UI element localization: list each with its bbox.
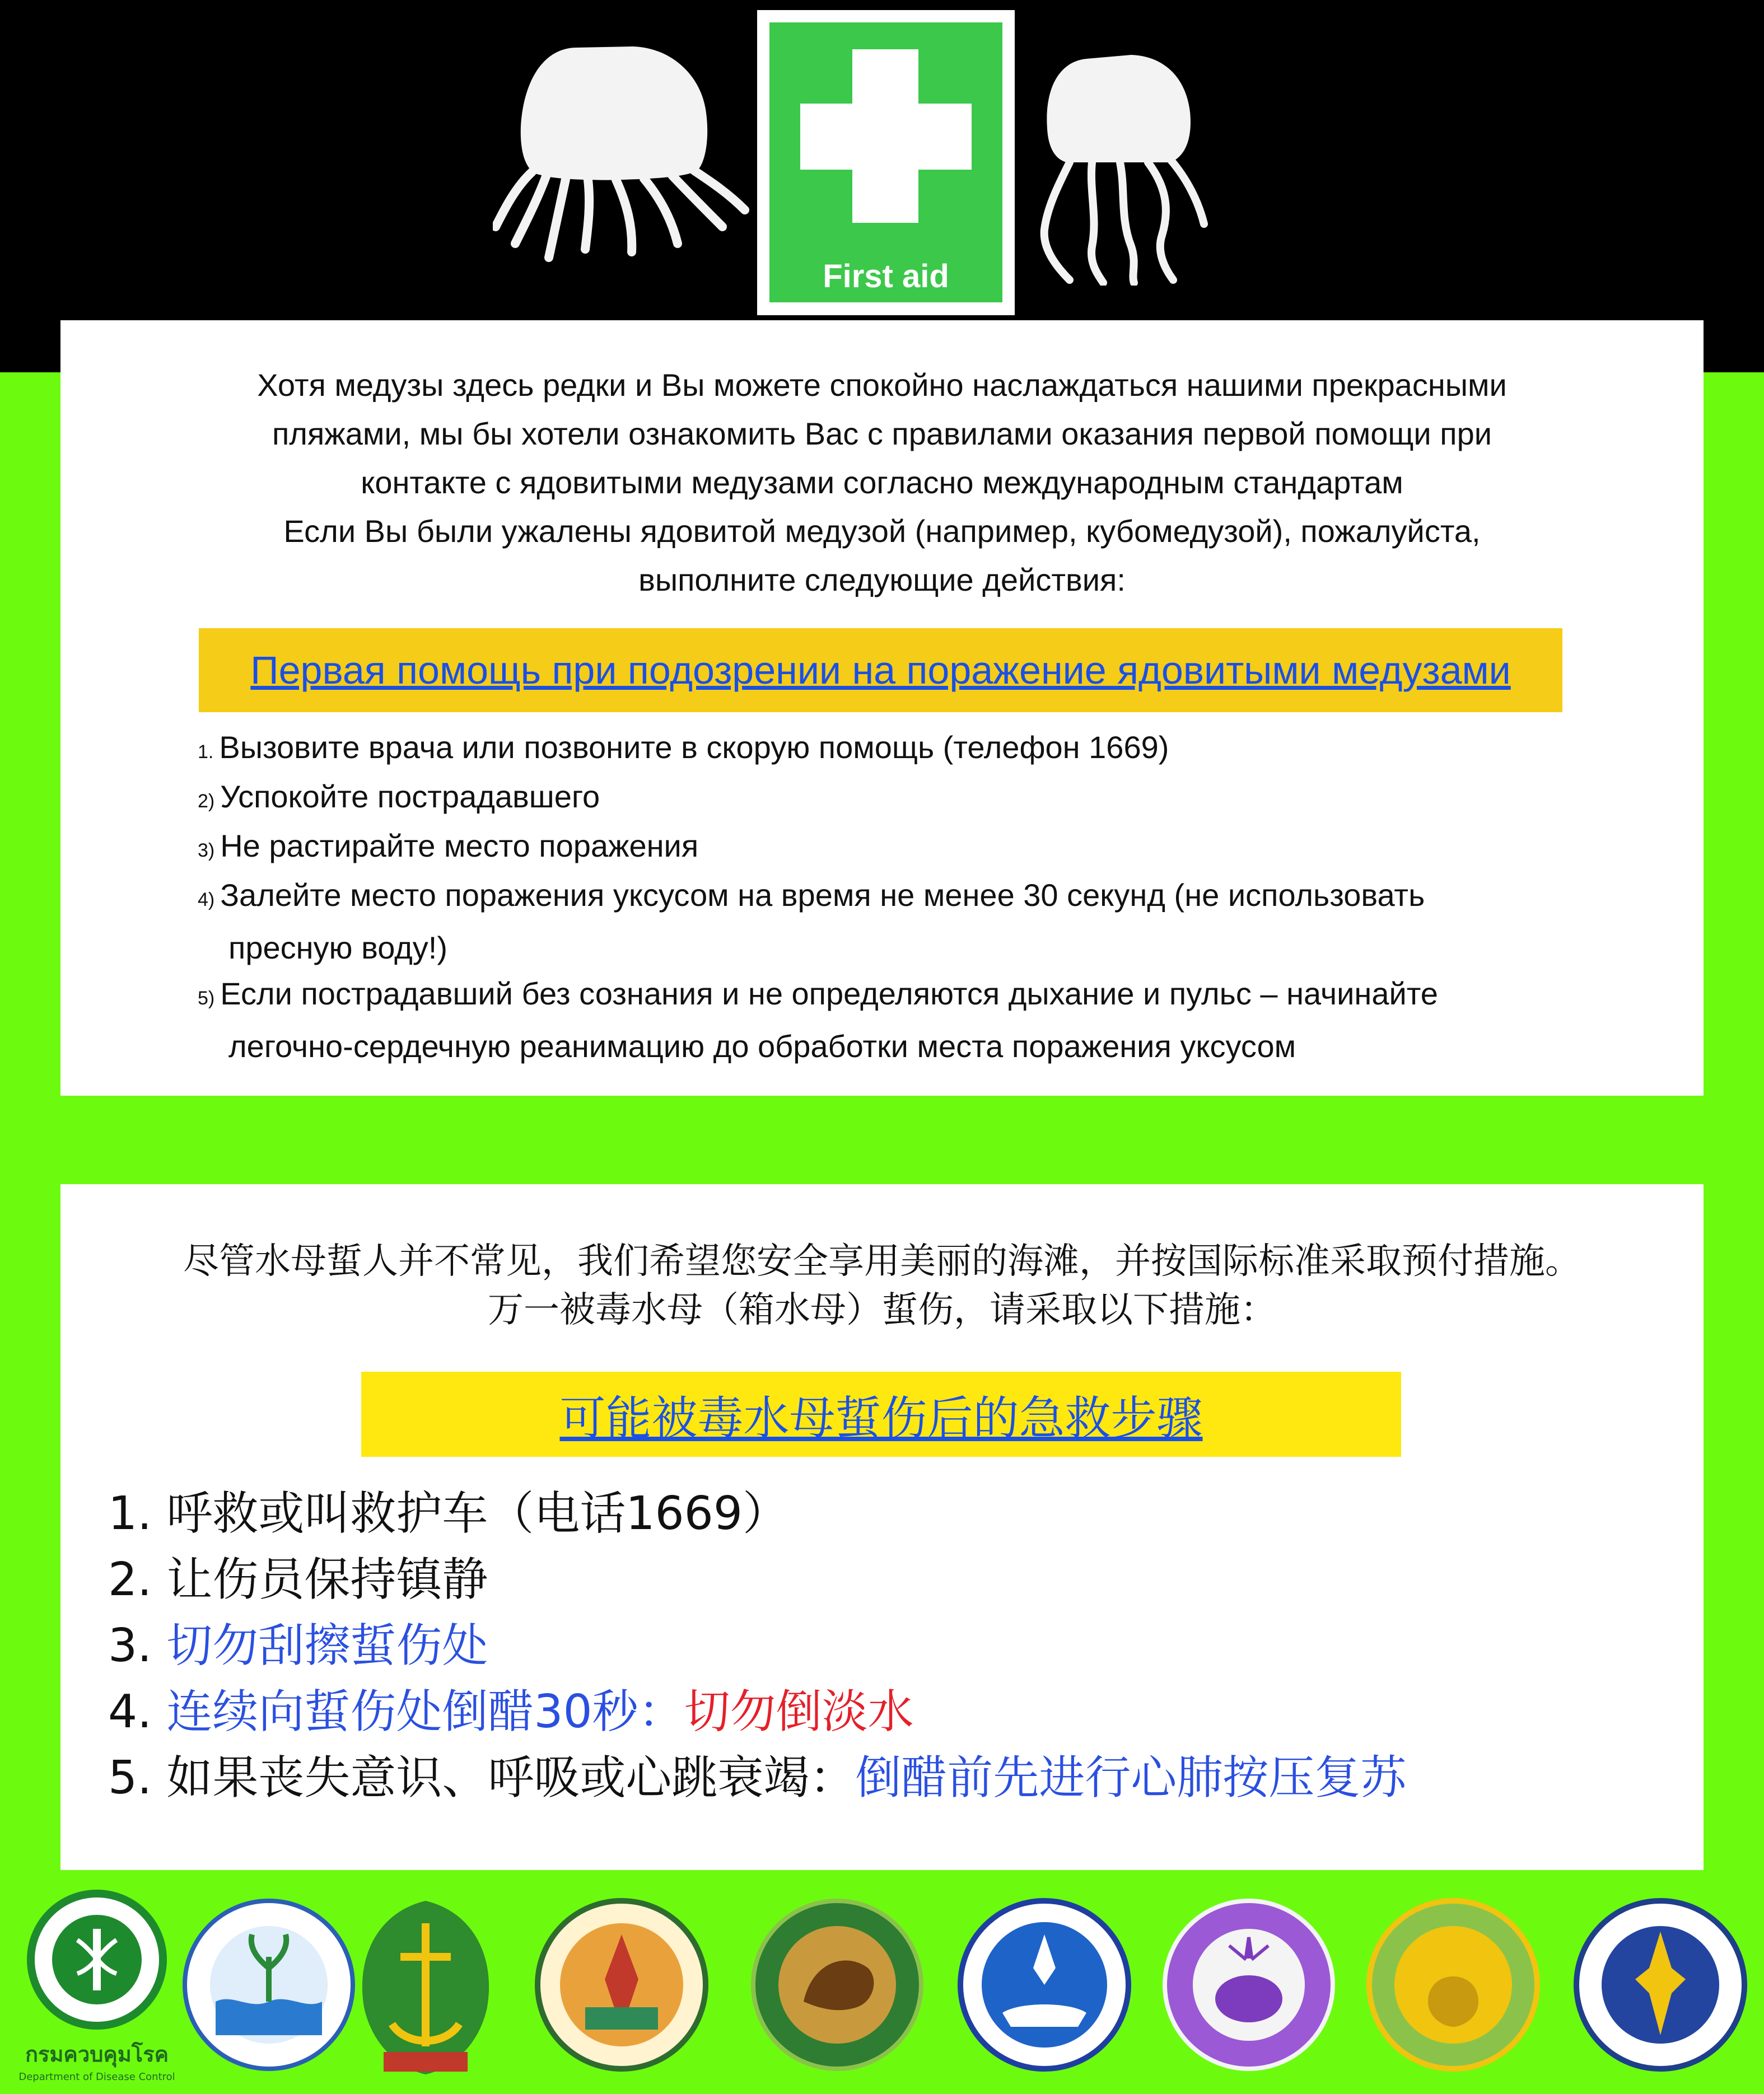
russian-heading: Первая помощь при подозрении на поражение ядовитыми медузами [250,648,1511,692]
step-continuation: пресную воду!) [228,930,448,965]
chinese-step [108,1481,1676,1547]
chinese-step [108,1745,1676,1811]
russian-intro-line: Если Вы были ужалены ядовитой медузой (например, кубомедузой), пожалуйста, [283,513,1481,549]
local-administration-logo [750,1890,924,2083]
step-text: 如果丧失意识、呼吸或心跳衰竭： [166,1751,856,1805]
logo-caption-thai: กรมควบคุมโรค [25,2042,169,2067]
step-number: 4) [198,889,215,910]
chinese-step [108,1679,1676,1745]
naval-medical-department-logo [339,1890,512,2083]
russian-heading-banner [199,628,1562,712]
step-text-blue: 连续向蜇伤处倒醋30秒： [166,1685,684,1738]
marine-coastal-resources-logo [182,1890,356,2083]
step-number: 1. [108,1487,152,1540]
logo-caption [10,2037,184,2083]
russian-step [198,871,1654,972]
step-text-blue: 切勿刮擦蜇伤处 [166,1619,488,1672]
chinese-intro-line: 尽管水母蜇人并不常见，我们希望您安全享用美丽的海滩，并按国际标准采取预付措施。 [183,1241,1581,1282]
step-continuation: легочно-сердечную реанимацию до обработки места поражения уксусом [228,1029,1296,1064]
chinese-intro-line: 万一被毒水母（箱水母）蜇伤，请采取以下措施： [488,1289,1276,1331]
russian-intro-line: контакте с ядовитыми медузами согласно международным стандартам [361,465,1403,500]
step-text: Не растирайте место поражения [220,828,699,863]
box-jellyfish-right-image [1036,50,1215,286]
chinese-intro [60,1237,1704,1335]
russian-intro-line: выполните следующие действия: [638,562,1126,597]
chinese-heading-banner [361,1372,1401,1457]
step-text: Успокойте пострадавшего [220,779,600,814]
step-text: Если пострадавший без сознания и не определяются дыхание и пульс – начинайте [220,976,1438,1011]
russian-intro-line: пляжами, мы бы хотели ознакомить Вас с правилами оказания первой помощи при [272,416,1492,451]
logo-caption-english: Department of Disease Control [18,2071,175,2083]
russian-step [198,970,1654,1071]
chinese-info-panel [60,1184,1704,1870]
step-text: Вызовите врача или позвоните в скорую помощь (телефон 1669) [219,730,1169,765]
step-text: Залейте место поражения уксусом на время не менее 30 секунд (не использовать [220,877,1425,913]
first-aid-cross-bar [800,104,972,170]
russian-step [198,723,1654,776]
ministry-of-public-health-emblem [10,1890,184,2035]
step-number: 3. [108,1619,152,1672]
ministry-of-public-health-logo [10,1890,184,2083]
step-number: 5) [198,988,215,1009]
first-aid-panel [769,22,1002,302]
russian-intro-line: Хотя медузы здесь редки и Вы можете спокойно наслаждаться нашими прекрасными [257,367,1507,403]
mahidol-university-logo [1574,1890,1747,2083]
step-text-blue: 倒醋前先进行心肺按压复苏 [855,1751,1407,1805]
step-number: 2. [108,1553,152,1606]
russian-intro [60,361,1704,604]
box-jellyfish-left-image [493,42,750,266]
chiang-mai-university-logo [1162,1890,1336,2083]
chinese-heading: 可能被毒水母蜇伤后的急救步骤 [559,1391,1203,1445]
step-text: 让伤员保持镇静 [166,1553,488,1606]
step-text-red: 切勿倒淡水 [684,1685,914,1738]
step-number: 2) [198,791,215,812]
ministry-of-tourism-logo [958,1890,1131,2083]
first-aid-sign [757,10,1015,315]
step-number: 1. [198,741,214,763]
step-text: 呼救或叫救护车（电话1669） [166,1487,789,1540]
national-parks-wildlife-logo [535,1890,708,2083]
first-aid-label: First aid [823,258,949,295]
russian-info-panel [60,320,1704,1096]
chinese-step [108,1613,1676,1679]
burapha-university-logo [1366,1890,1540,2083]
step-number: 3) [198,840,215,861]
russian-step [198,822,1654,875]
chinese-step [108,1547,1676,1613]
step-number: 4. [108,1685,152,1738]
step-number: 5. [108,1751,152,1805]
russian-step [198,773,1654,825]
